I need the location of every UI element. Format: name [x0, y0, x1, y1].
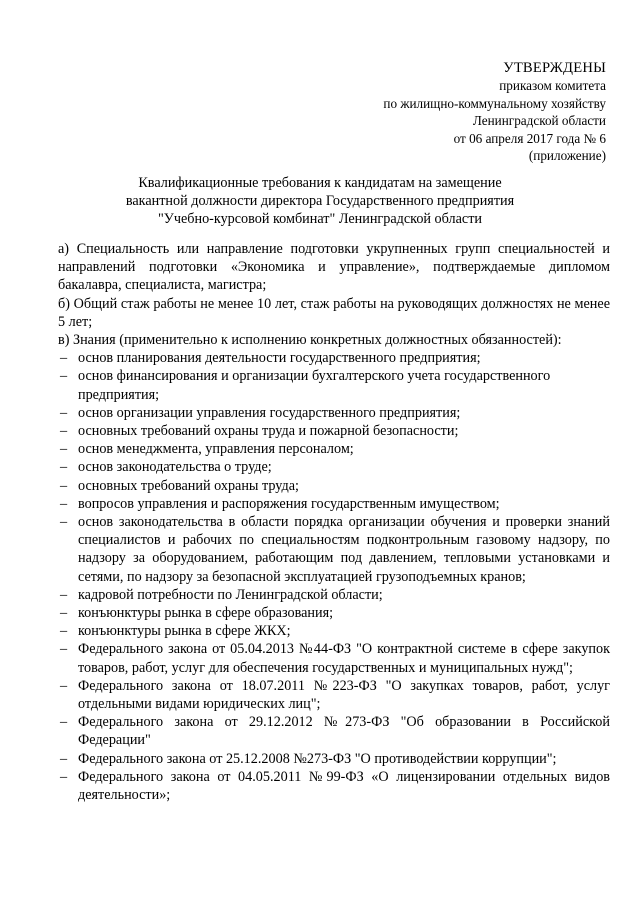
- dash-marker: –: [60, 750, 68, 767]
- list-item-text: основ законодательства в области порядка организации обучения и проверки знаний специалистов и рабочих по специальностям подконтрольным газовому надзору, по надзору за оборудованием, работающим под давлением, тепловыми установками и сетями, по надзору за безопасной эксплуатацией грузоподъемных кранов;: [78, 514, 610, 585]
- dash-marker: –: [60, 459, 68, 476]
- approval-heading: УТВЕРЖДЕНЫ: [503, 60, 606, 76]
- list-item-text: основ законодательства о труде;: [78, 459, 272, 476]
- requirement-b-paragraph: б) Общий стаж работы не менее 10 лет, стаж работы на руководящих должностях не менее 5 лет;: [58, 295, 610, 330]
- list-item: [58, 404, 610, 422]
- dash-marker: –: [60, 423, 68, 440]
- requirement-v-paragraph: в) Знания (применительно к исполнению конкретных должностных обязанностей):: [58, 332, 562, 349]
- dash-marker: –: [60, 350, 68, 367]
- list-item: [58, 677, 610, 713]
- list-item-text: Федерального закона от 29.12.2012 №273-ФЗ "Об образовании в Российской Федерации": [78, 714, 610, 749]
- list-item-text: Федерального закона от 18.07.2011 №223-ФЗ "О закупках товаров, работ, услуг отдельными видами юридических лиц";: [78, 677, 610, 713]
- approval-line: по жилищно-коммунальному хозяйству: [383, 95, 606, 111]
- requirement-a-paragraph: а) Специальность или направление подготовки укрупненных групп специальностей и направлений подготовки «Экономика и управление», подтверждаемые дипломом бакалавра, специалиста, магистра;: [58, 241, 610, 294]
- dash-marker: –: [60, 768, 68, 785]
- list-item: [58, 440, 610, 458]
- list-item-text: основ финансирования и организации бухгалтерского учета государственного предприятия;: [78, 368, 551, 403]
- list-item-text: основ планирования деятельности государственного предприятия;: [78, 350, 481, 367]
- approval-line: от 06 апреля 2017 года № 6: [453, 130, 606, 146]
- dash-marker: –: [60, 477, 68, 494]
- list-item: [58, 640, 610, 676]
- dash-marker: –: [60, 586, 68, 603]
- list-item: [58, 349, 610, 367]
- list-item: [58, 495, 610, 513]
- list-item-text: Федерального закона от 05.04.2013 №44-ФЗ "О контрактной системе в сфере закупок товаров, работ, услуг для обеспечения государственных и муниципальных нужд";: [78, 641, 610, 676]
- approval-stamp-block: [383, 60, 606, 164]
- list-item: [58, 768, 610, 804]
- list-item: [58, 477, 610, 495]
- list-item-text: Федерального закона от 25.12.2008 №273-ФЗ "О противодействии коррупции";: [78, 750, 557, 767]
- dash-marker: –: [60, 641, 68, 658]
- list-item-text: основ организации управления государственного предприятия;: [78, 404, 461, 421]
- dash-marker: –: [60, 514, 68, 531]
- list-item-text: вопросов управления и распоряжения государственным имуществом;: [78, 495, 500, 512]
- requirements-body: [58, 240, 610, 804]
- approval-line: (приложение): [528, 148, 606, 164]
- title-line: Квалификационные требования к кандидатам на замещение: [138, 175, 502, 191]
- dash-marker: –: [60, 368, 68, 385]
- dash-marker: –: [60, 495, 68, 512]
- list-item: [58, 513, 610, 586]
- list-item-text: основ менеджмента, управления персоналом;: [78, 441, 354, 458]
- list-item-text: конъюнктуры рынка в сфере ЖКХ;: [78, 623, 291, 640]
- dash-marker: –: [60, 623, 68, 640]
- list-item-text: кадровой потребности по Ленинградской области;: [78, 586, 383, 603]
- list-item: [58, 422, 610, 440]
- dash-marker: –: [60, 677, 68, 694]
- list-item: [58, 604, 610, 622]
- list-item-text: основных требований охраны труда;: [78, 477, 299, 494]
- dash-marker: –: [60, 441, 68, 458]
- list-item-text: Федерального закона от 04.05.2011 №99-ФЗ «О лицензировании отдельных видов деятельности»;: [78, 768, 610, 804]
- dash-marker: –: [60, 714, 68, 731]
- dash-marker: –: [60, 605, 68, 622]
- list-item: [58, 750, 610, 768]
- dash-marker: –: [60, 404, 68, 421]
- document-title: [0, 174, 640, 229]
- list-item: [58, 367, 610, 403]
- list-item-text: основных требований охраны труда и пожарной безопасности;: [78, 423, 459, 440]
- title-line: вакантной должности директора Государственного предприятия: [125, 193, 515, 210]
- list-item: [58, 586, 610, 604]
- list-item: [58, 713, 610, 749]
- list-item: [58, 622, 610, 640]
- list-item: [58, 458, 610, 476]
- approval-line: приказом комитета: [499, 78, 606, 94]
- approval-line: Ленинградской области: [472, 113, 606, 129]
- knowledge-list: [58, 349, 610, 804]
- title-line: "Учебно-курсовой комбинат" Ленинградской области: [157, 211, 482, 228]
- list-item-text: конъюнктуры рынка в сфере образования;: [78, 605, 334, 622]
